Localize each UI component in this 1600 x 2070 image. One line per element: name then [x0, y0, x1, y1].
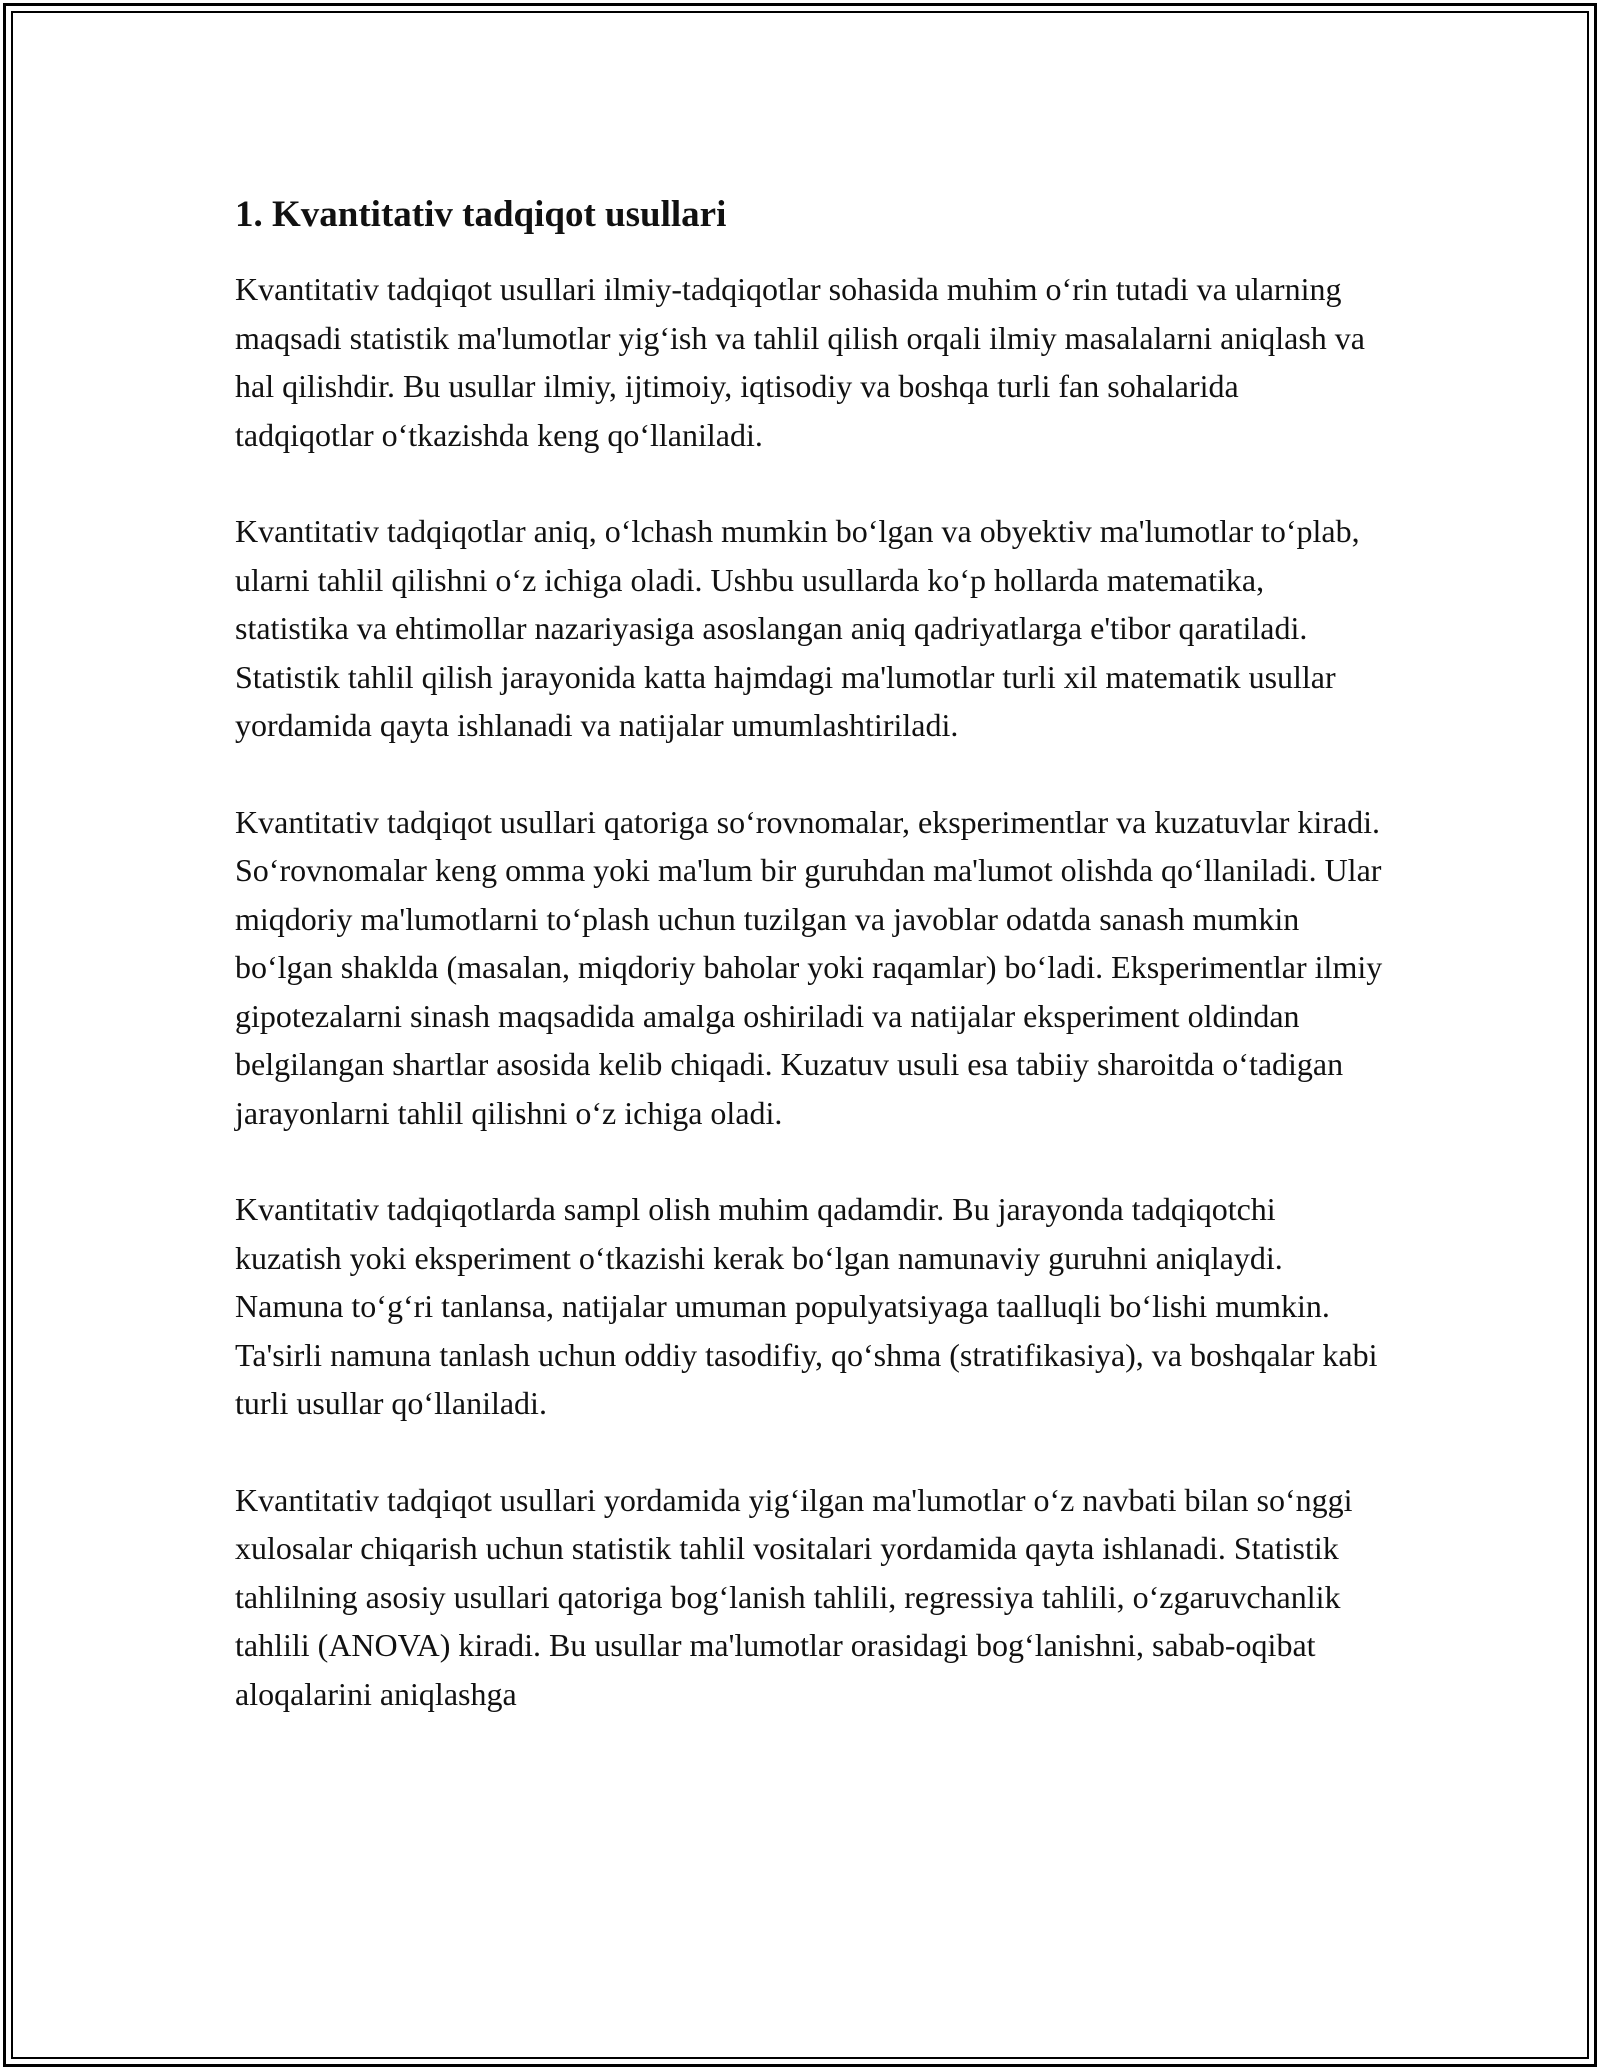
document-body — [235, 185, 1385, 1718]
paragraph-2: Kvantitativ tadqiqotlar aniq, o‘lchash mumkin bo‘lgan va obyektiv ma'lumotlar to‘plab, ularni tahlil qilishni o‘z ichiga oladi. Ushbu usullarda ko‘p hollarda matematika, statistika va ehtimollar nazariyasiga asoslangan aniq qadriyatlarga e'tibor qaratiladi. Statistik tahlil qilish jarayonida katta hajmdagi ma'lumotlar turli xil matematik usullar yordamida qayta ishlanadi va natijalar umumlashtiriladi. — [235, 513, 1360, 743]
paragraph-5: Kvantitativ tadqiqot usullari yordamida yig‘ilgan ma'lumotlar o‘z navbati bilan so‘nggi xulosalar chiqarish uchun statistik tahlil vositalari yordamida qayta ishlanadi. Statistik tahlilning asosiy usullari qatoriga bog‘lanish tahlili, regressiya tahlili, o‘zgaruvchanlik tahlili (ANOVA) kiradi. Bu usullar ma'lumotlar orasidagi bog‘lanishni, sabab-oqibat aloqalarini aniqlashga — [235, 1481, 1353, 1712]
section-heading: 1. Kvantitativ tadqiqot usullari — [235, 194, 727, 235]
paragraph-3: Kvantitativ tadqiqot usullari qatoriga so‘rovnomalar, eksperimentlar va kuzatuvlar kiradi. So‘rovnomalar keng omma yoki ma'lum bir guruhdan ma'lumot olishda qo‘llaniladi. Ular miqdoriy ma'lumotlarni to‘plash uchun tuzilgan va javoblar odatda sanash mumkin bo‘lgan shaklda (masalan, miqdoriy baholar yoki raqamlar) bo‘ladi. Eksperimentlar ilmiy gipotezalarni sinash maqsadida amalga oshiriladi va natijalar eksperiment oldindan belgilangan shartlar asosida kelib chiqadi. Kuzatuv usuli esa tabiiy sharoitda o‘tadigan jarayonlarni tahlil qilishni o‘z ichiga oladi. — [235, 803, 1383, 1131]
paragraph-1: Kvantitativ tadqiqot usullari ilmiy-tadqiqotlar sohasida muhim o‘rin tutadi va ularning maqsadi statistik ma'lumotlar yig‘ish va tahlil qilish orqali ilmiy masalalarni aniqlash va hal qilishdir. Bu usullar ilmiy, ijtimoiy, iqtisodiy va boshqa turli fan sohalarida tadqiqotlar o‘tkazishda keng qo‘llaniladi. — [235, 271, 1365, 453]
paragraph-4: Kvantitativ tadqiqotlarda sampl olish muhim qadamdir. Bu jarayonda tadqiqotchi kuzatish yoki eksperiment o‘tkazishi kerak bo‘lgan namunaviy guruhni aniqlaydi. Namuna to‘g‘ri tanlansa, natijalar umuman populyatsiyaga taalluqli bo‘lishi mumkin. Ta'sirli namuna tanlash uchun oddiy tasodifiy, qo‘shma (stratifikasiya), va boshqalar kabi turli usullar qo‘llaniladi. — [235, 1191, 1378, 1421]
